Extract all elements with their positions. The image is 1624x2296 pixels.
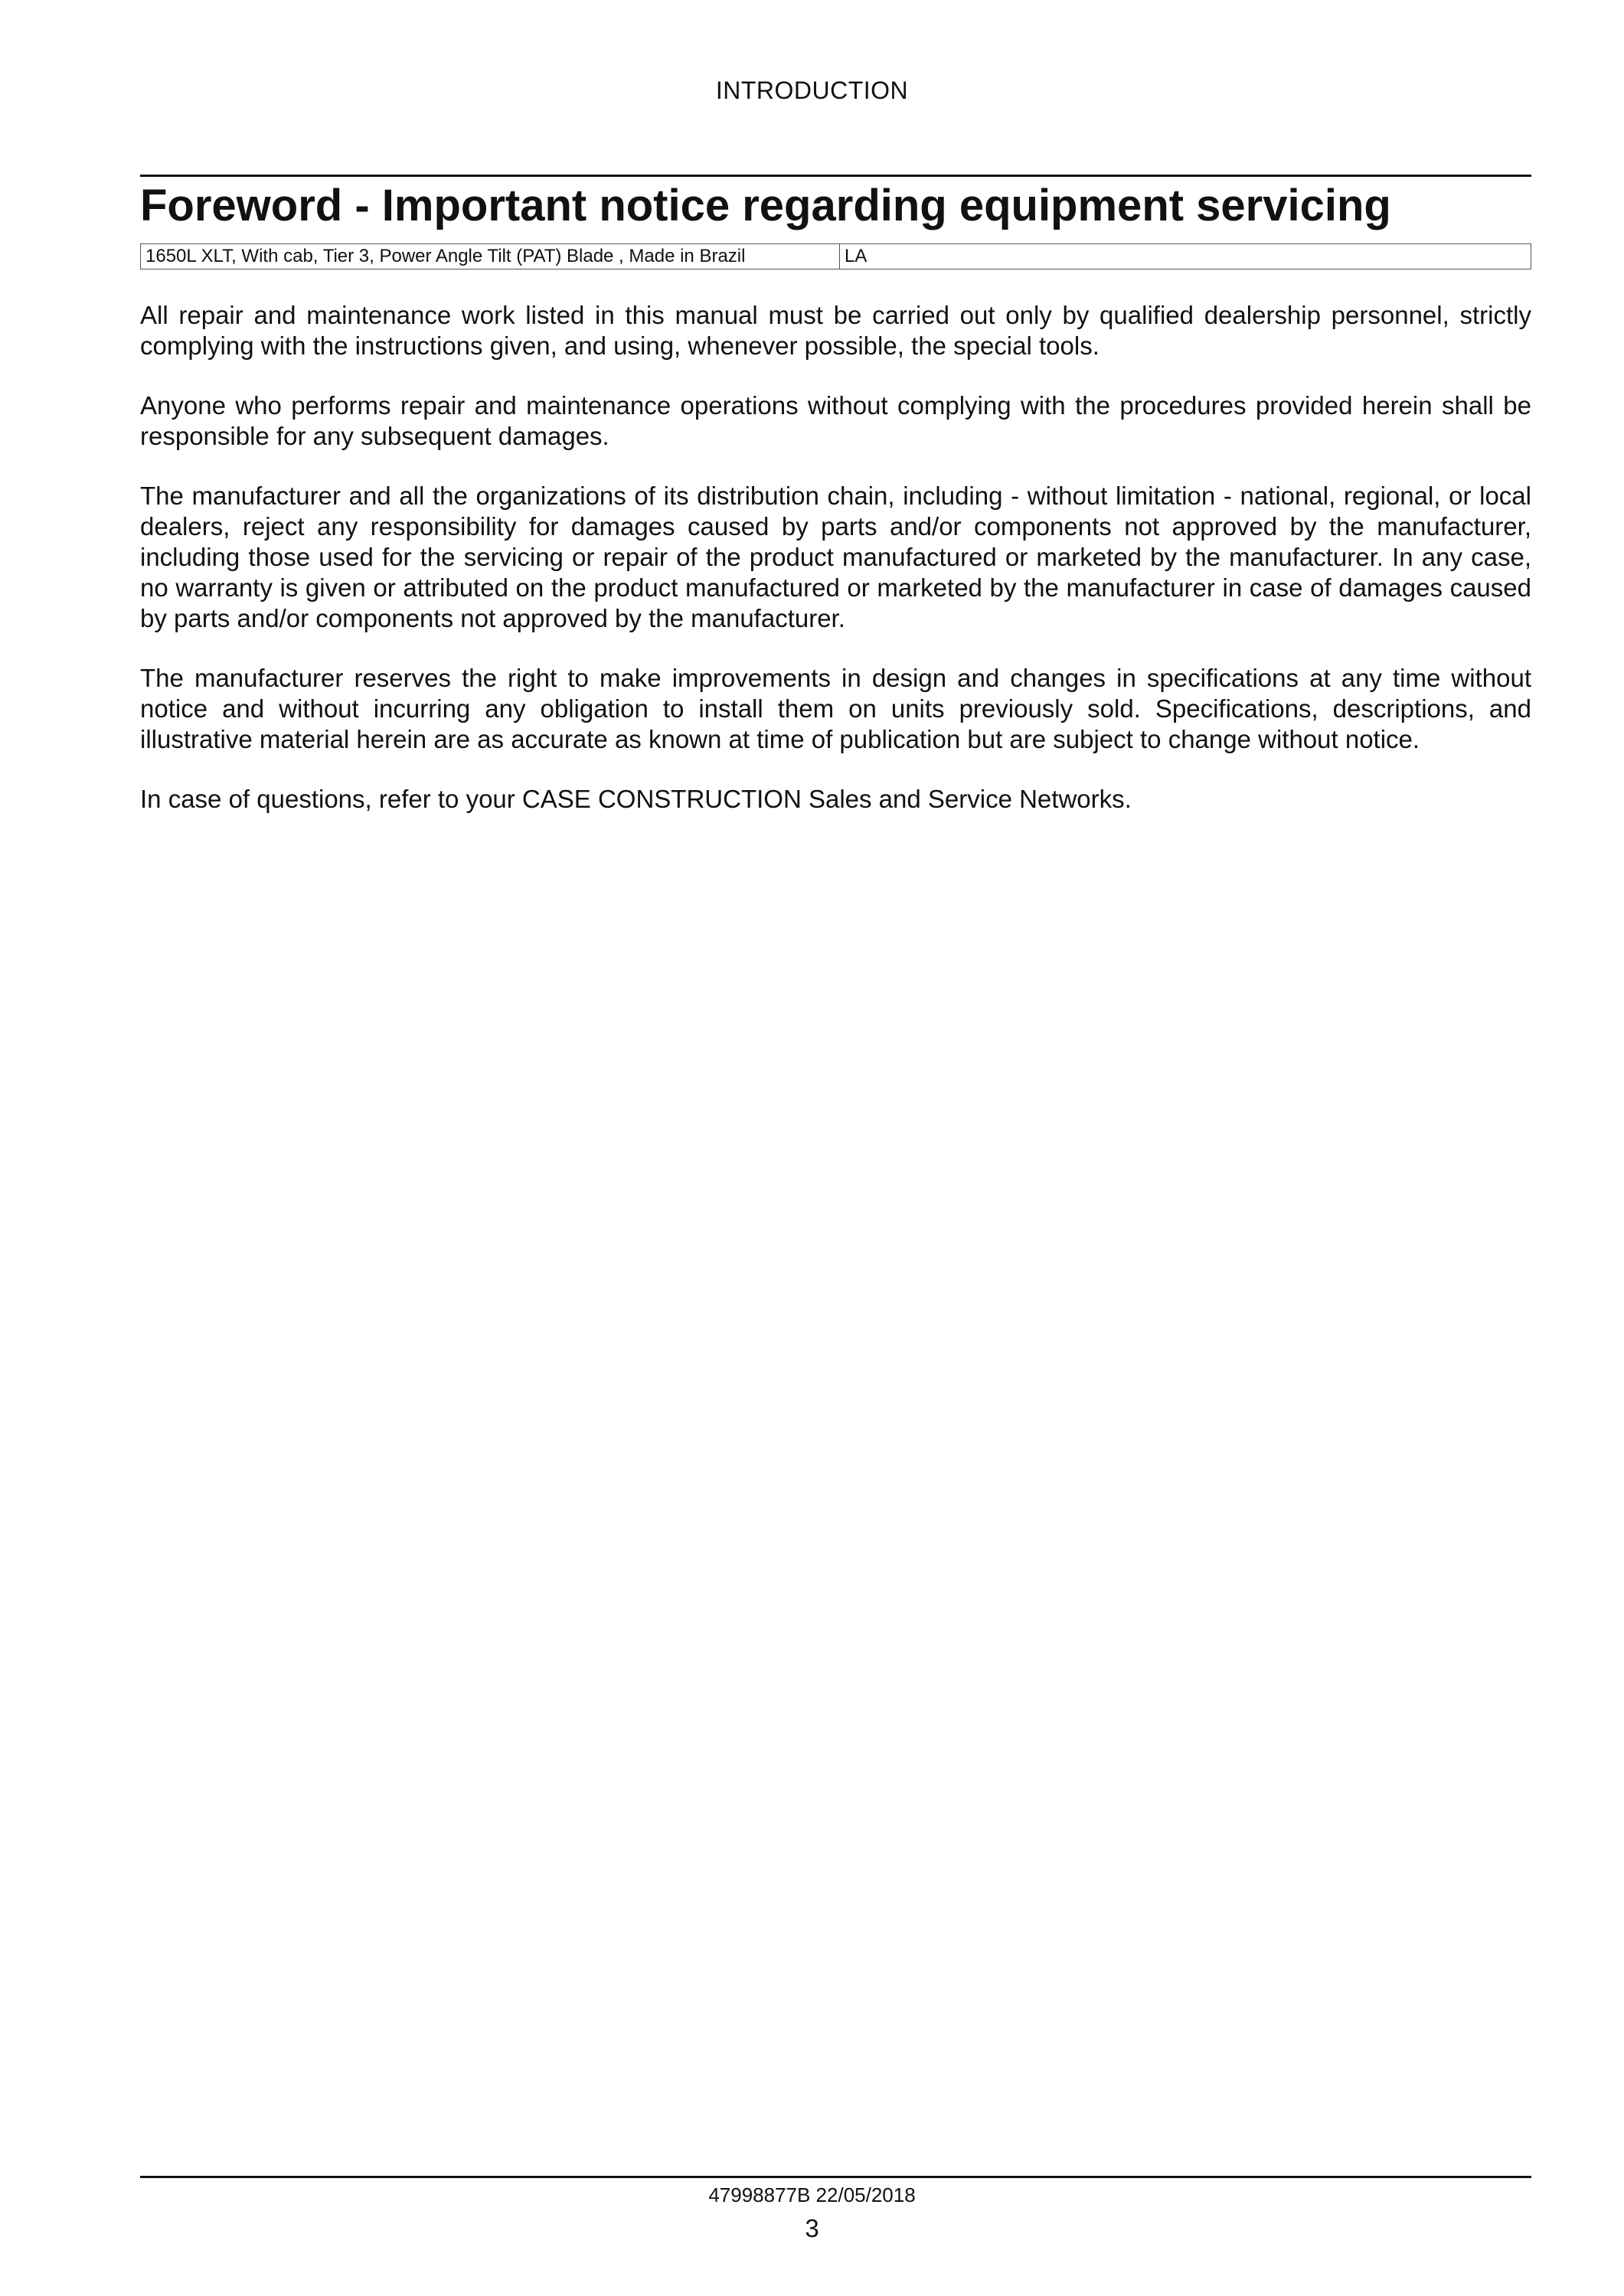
paragraph: The manufacturer reserves the right to make improvements in design and changes in specifications at any time without notice and without incurring any obligation to install them on units previously sold. Specifications, descriptions, and illustrative material herein are as accurate as known at time of publication but are subject to change without notice. bbox=[140, 664, 1531, 753]
body-text bbox=[140, 300, 1531, 844]
footer-divider bbox=[140, 2176, 1531, 2178]
applicability-region: LA bbox=[840, 244, 1531, 269]
document-id: 47998877B 22/05/2018 bbox=[708, 2183, 916, 2206]
page-title: Foreword - Important notice regarding equipment servicing bbox=[140, 181, 1391, 230]
applicability-table bbox=[140, 243, 1531, 269]
paragraph: All repair and maintenance work listed in this manual must be carried out only by qualified dealership personnel, strictly complying with the instructions given, and using, whenever possible, the special tools. bbox=[140, 301, 1531, 360]
paragraph: The manufacturer and all the organizations of its distribution chain, including - without limitation - national, regional, or local dealers, reject any responsibility for damages caused by parts and/or components not approved by the manufacturer, including those used for the servicing or repair of the product manufactured or marketed by the manufacturer. In any case, no warranty is given or attributed on the product manufactured or marketed by the manufacturer in case of damages caused by parts and/or components not approved by the manufacturer. bbox=[140, 482, 1531, 632]
paragraph: In case of questions, refer to your CASE CONSTRUCTION Sales and Service Networks. bbox=[140, 785, 1132, 813]
page-number: 3 bbox=[805, 2214, 819, 2242]
applicability-row bbox=[141, 244, 1531, 269]
paragraph: Anyone who performs repair and maintenance operations without complying with the procedures provided herein shall be responsible for any subsequent damages. bbox=[140, 391, 1531, 450]
header-divider bbox=[140, 175, 1531, 177]
applicability-model: 1650L XLT, With cab, Tier 3, Power Angle Tilt (PAT) Blade , Made in Brazil bbox=[141, 244, 840, 269]
running-header: INTRODUCTION bbox=[715, 77, 909, 104]
